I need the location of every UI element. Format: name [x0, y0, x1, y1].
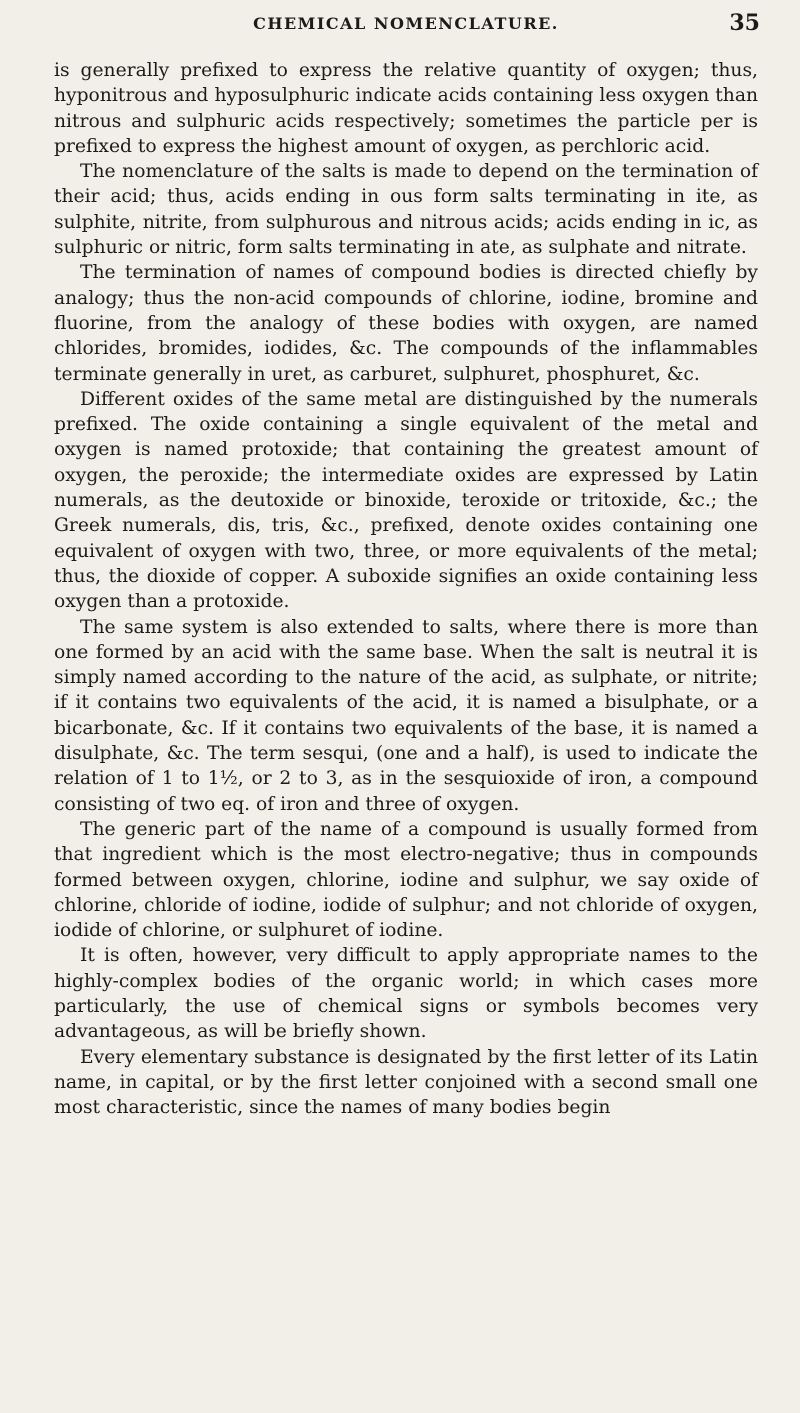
- paragraph: is generally prefixed to express the relative quantity of oxygen; thus, hyponitrous and hyposulphuric indicate acids containing less oxygen than nitrous and sulphuric acids respectively; sometimes the particle per is prefixed to express the highest amount of oxygen, as perchloric acid.: [54, 60, 758, 157]
- paragraph: Every elementary substance is designated by the first letter of its Latin name, in capital, or by the first letter conjoined with a second small one most characteristic, since the names of many bodies begin: [54, 1046, 758, 1119]
- paragraph: The termination of names of compound bodies is directed chiefly by analogy; thus the non-acid compounds of chlorine, iodine, bromine and fluorine, from the analogy of these bodies with oxygen, are named chlorides, bromides, iodides, &c. The compounds of the inflammables terminate generally in uret, as carburet, sulphuret, phosphuret, &c.: [54, 262, 758, 385]
- paragraph: The generic part of the name of a compound is usually formed from that ingredient which is the most electro-negative; thus in compounds formed between oxygen, chlorine, iodine and sulphur, we say oxide of chlorine, chloride of iodine, iodide of sulphur; and not chloride of oxygen, iodide of chlorine, or sulphuret of iodine.: [54, 818, 758, 942]
- page-header: [52, 8, 760, 44]
- paragraph: The same system is also extended to salts, where there is more than one formed by an acid with the same base. When the salt is neutral it is simply named according to the nature of the acid, as sulphate, or nitrite; if it contains two equivalents of the acid, it is named a bisulphate, or a bicarbonate, &c. If it contains two equivalents of the base, it is named a disulphate, &c. The term sesqui, (one and a half), is used to indicate the relation of 1 to 1½, or 2 to 3, as in the sesquioxide of iron, a compound consisting of two eq. of iron and three of oxygen.: [54, 616, 758, 815]
- paragraph: The nomenclature of the salts is made to depend on the termination of their acid; thus, acids ending in ous form salts terminating in ite, as sulphite, nitrite, from sulphurous and nitrous acids; acids ending in ic, as sulphuric or nitric, form salts terminating in ate, as sulphate and nitrate.: [54, 161, 758, 259]
- body-text: [54, 58, 758, 1120]
- page-number: 35: [729, 10, 760, 36]
- paragraph: Different oxides of the same metal are distinguished by the numerals prefixed. The oxide containing a single equivalent of the metal and oxygen is named protoxide; that containing the greatest amount of oxygen, the peroxide; the intermediate oxides are expressed by Latin numerals, as the deutoxide or binoxide, teroxide or tritoxide, &c.; the Greek numerals, dis, tris, &c., prefixed, denote oxides containing one equivalent of oxygen with two, three, or more equivalents of the metal; thus, the dioxide of copper. A suboxide signifies an oxide containing less oxygen than a protoxide.: [54, 388, 758, 613]
- paragraph: It is often, however, very difficult to apply appropriate names to the highly-complex bodies of the organic world; in which cases more particularly, the use of chemical signs or symbols becomes very advantageous, as will be briefly shown.: [54, 945, 758, 1043]
- running-title: CHEMICAL NOMENCLATURE.: [253, 14, 559, 33]
